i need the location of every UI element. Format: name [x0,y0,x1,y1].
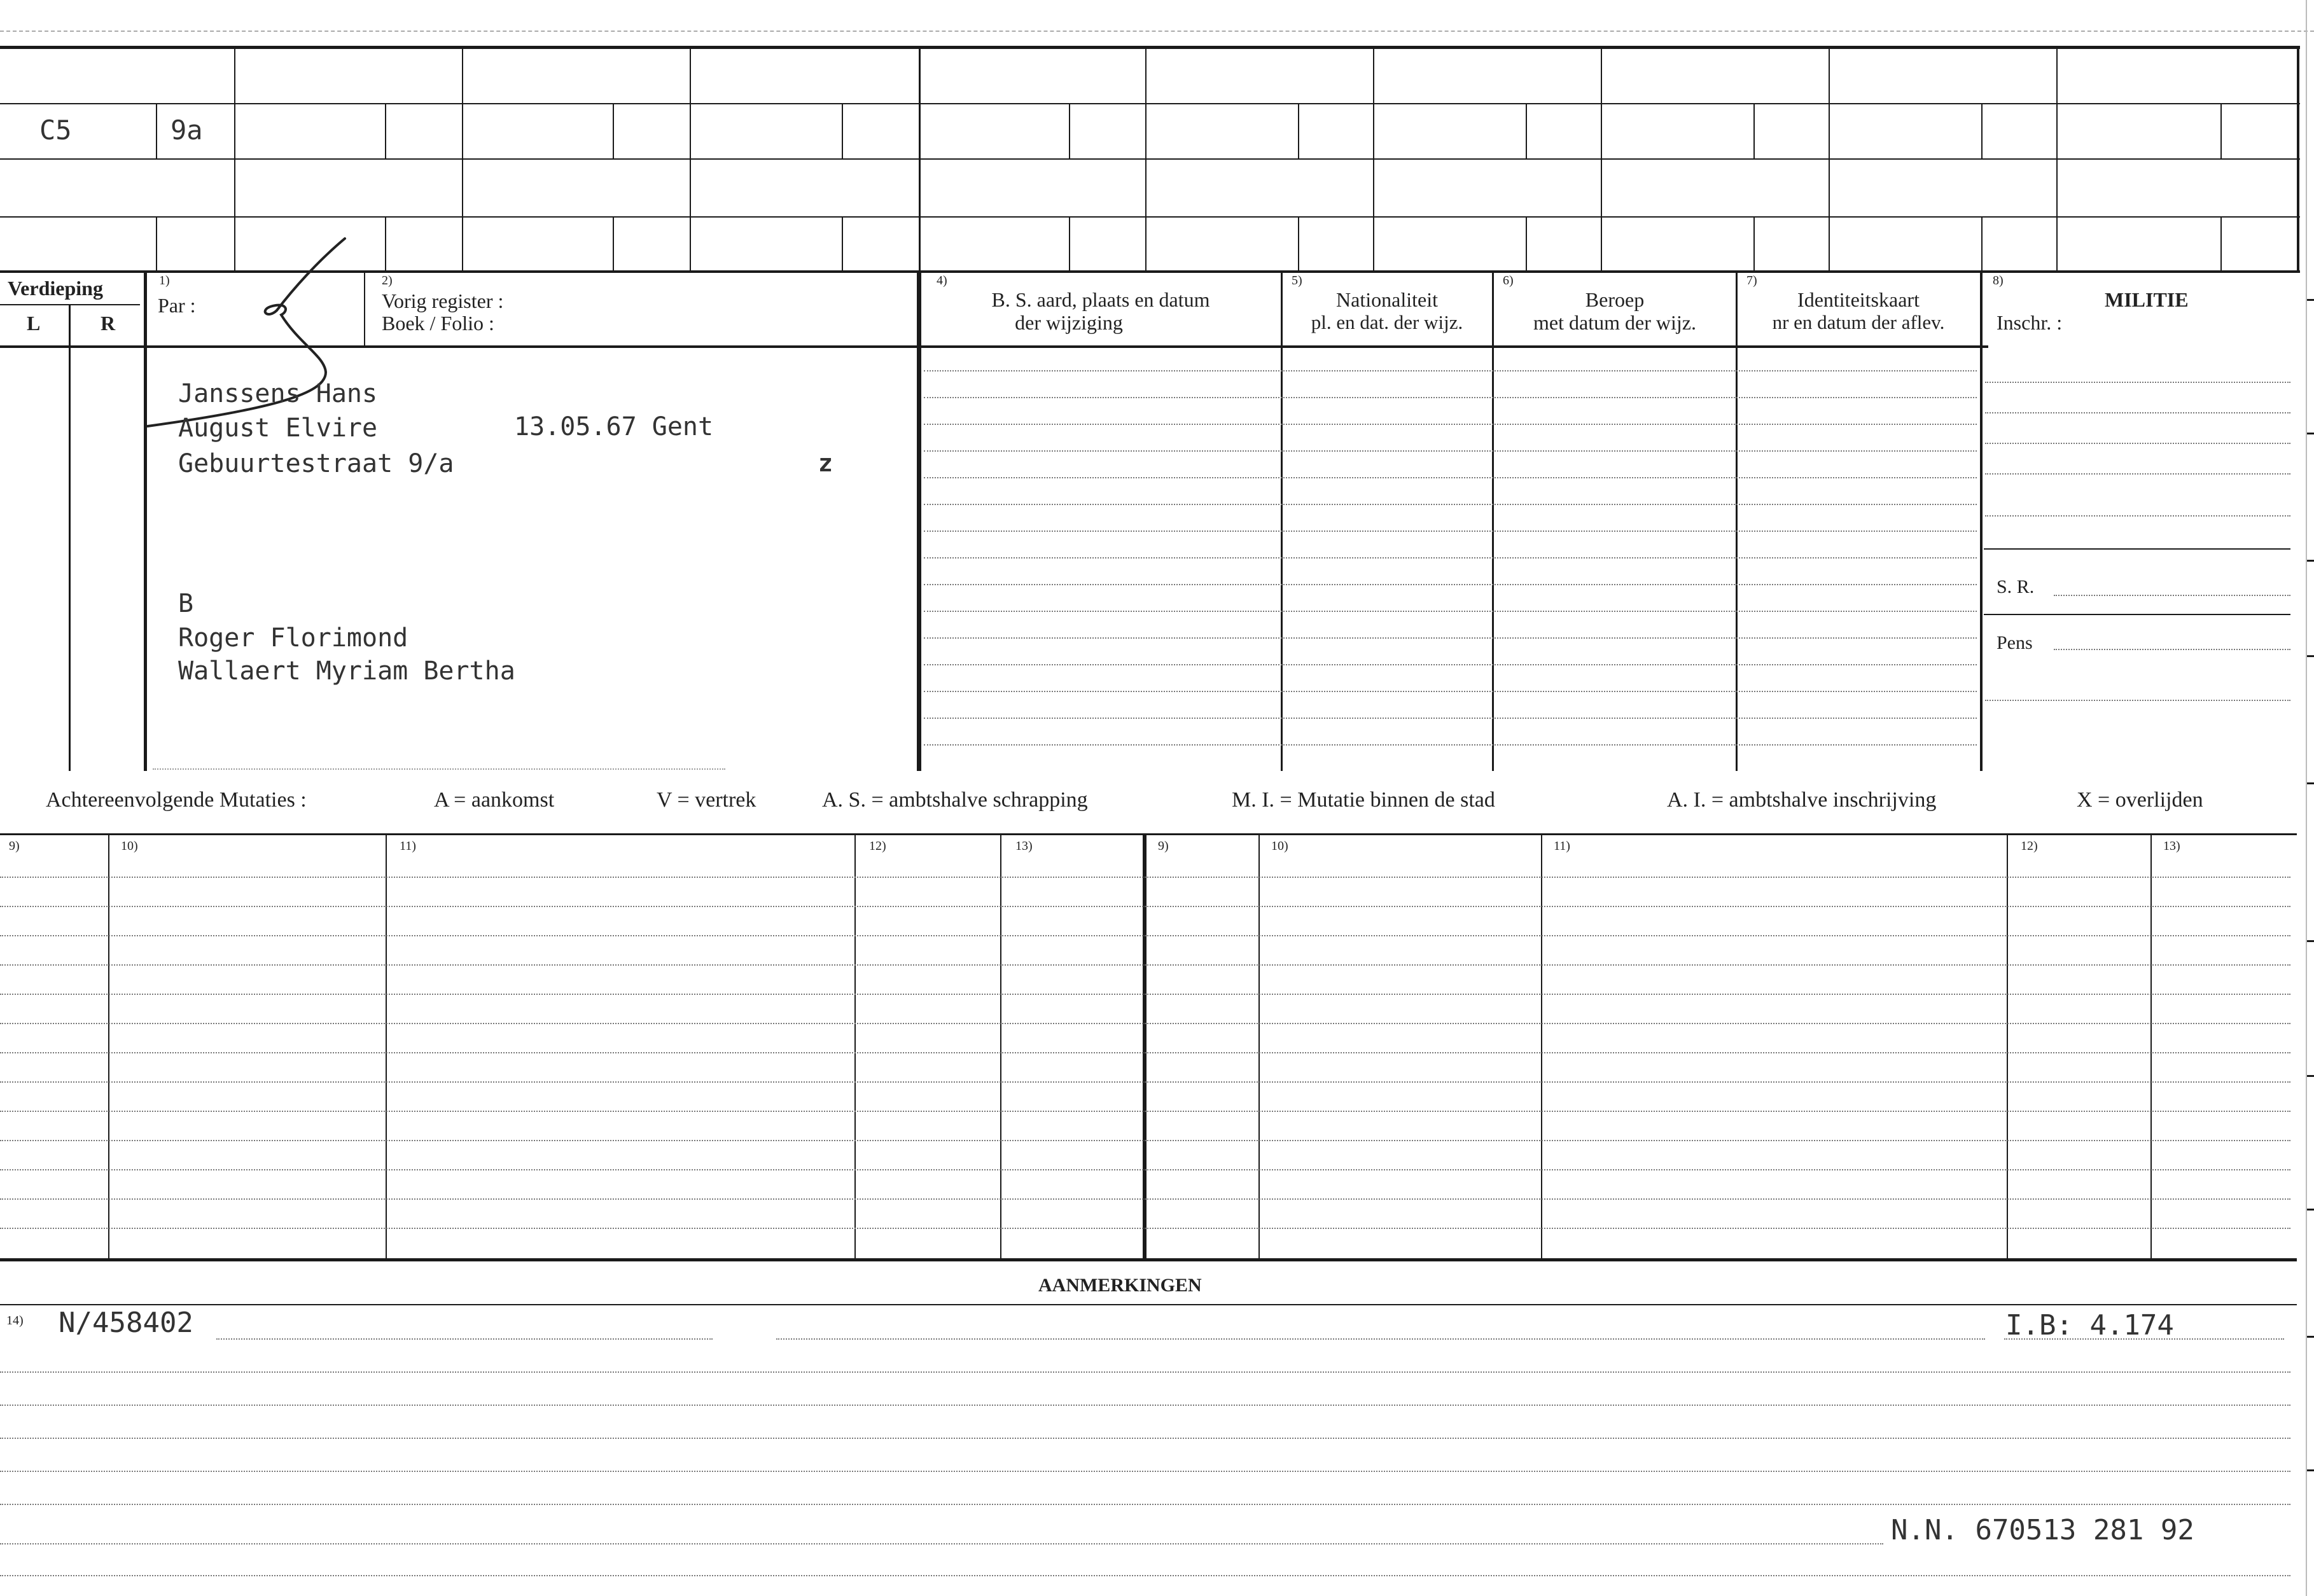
mut-col-left-11: 11) [400,839,416,853]
boek-folio-label: Boek / Folio : [382,312,494,335]
bs-label-1: B. S. aard, plaats en datum [991,288,1210,311]
legend-a: A = aankomst [434,788,555,812]
mut-col-left-12: 12) [869,839,886,853]
ref-number: N/458402 [59,1307,193,1339]
legend-mi: M. I. = Mutatie binnen de stad [1232,788,1495,812]
mut-col-left-9: 9) [9,839,20,853]
col-num-5: 5) [1292,274,1302,288]
l-label: L [27,312,41,335]
mut-col-left-13: 13) [1015,839,1033,853]
pens-label: Pens [1997,632,2033,653]
beroep-label: Beroep [1585,288,1645,311]
mut-col-left-10: 10) [121,839,138,853]
nn-number: N.N. 670513 281 92 [1891,1514,2194,1546]
signature-scribble [140,235,369,439]
mut-col-right-9: 9) [1158,839,1169,853]
code-9a: 9a [171,114,203,146]
verdieping-label: Verdieping [8,277,103,300]
legend-ai: A. I. = ambtshalve inschrijving [1667,788,1937,812]
entry-line-wallaert: Wallaert Myriam Bertha [178,656,515,686]
mut-col-right-12: 12) [2021,839,2038,853]
entry-b: B [178,589,194,618]
sr-label: S. R. [1997,576,2035,597]
aanmerkingen-rule [0,1304,2297,1305]
legend-as: A. S. = ambtshalve schrapping [822,788,1088,812]
mutaties-title: Achtereenvolgende Mutaties : [46,788,307,812]
mutaties-top-dots [153,768,725,770]
col-num-7: 7) [1746,274,1757,288]
identiteitskaart-label: Identiteitskaart [1797,288,1920,311]
militie-label: MILITIE [2105,288,2189,311]
entry-z: z [818,449,833,477]
bs-label-2: der wijziging [1015,311,1123,334]
nationaliteit-sub-label: pl. en dat. der wijz. [1311,311,1463,333]
col-num-4: 4) [937,274,947,288]
r-label: R [101,312,116,335]
nationaliteit-label: Nationaliteit [1336,288,1438,311]
entry-date-place: 13.05.67 Gent [514,412,714,441]
legend-x: X = overlijden [2077,788,2203,812]
col-num-8: 8) [1993,274,2004,288]
col-num-2: 2) [382,274,393,288]
inschr-label: Inschr. : [1997,311,2063,334]
legend-v: V = vertrek [657,788,756,812]
code-c5: C5 [39,114,72,146]
entry-line-parent: August Elvire [178,413,378,443]
col-num-14: 14) [6,1314,24,1328]
entry-line-roger: Roger Florimond [178,623,408,653]
col-num-6: 6) [1503,274,1514,288]
entry-line-name: Janssens Hans [178,379,378,408]
identiteitskaart-sub-label: nr en datum der aflev. [1772,311,1945,333]
par-label: Par : [158,294,196,317]
mut-col-right-13: 13) [2163,839,2180,853]
mut-col-right-11: 11) [1554,839,1570,853]
entry-address: Gebuurtestraat 9/a [178,449,454,478]
beroep-sub-label: met datum der wijz. [1533,311,1696,334]
ib-number: I.B: 4.174 [2005,1309,2174,1342]
vorig-register-label: Vorig register : [382,289,504,312]
col-num-1: 1) [159,274,170,288]
mut-col-right-10: 10) [1271,839,1288,853]
aanmerkingen-title: AANMERKINGEN [1038,1275,1202,1296]
